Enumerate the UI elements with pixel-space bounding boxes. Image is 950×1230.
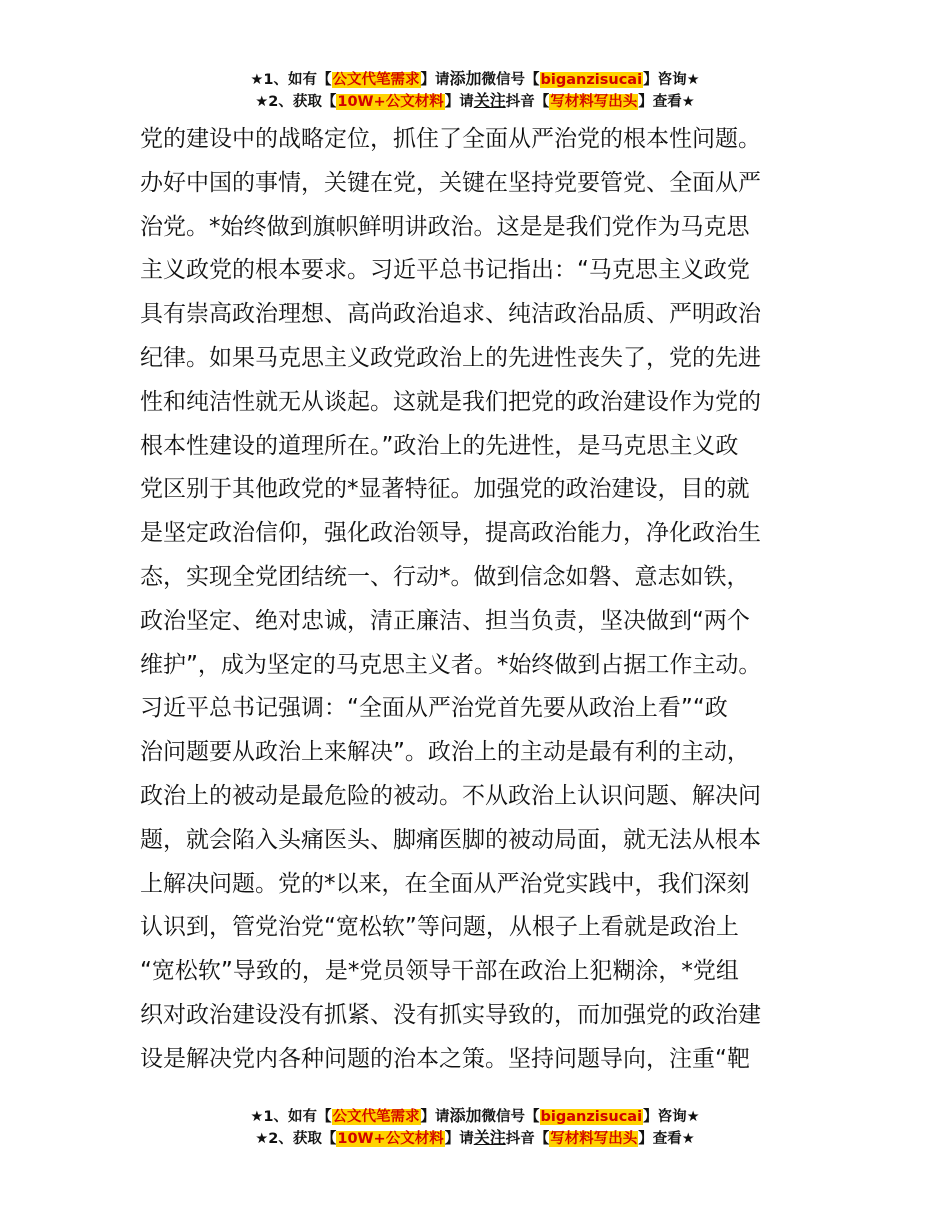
banner-text: 微信号【 [481, 1109, 540, 1125]
body-line: 政治上的被动是最危险的被动。不从政治上认识问题、解决问 [140, 782, 761, 809]
body-line: 纪律。如果马克思主义政党政治上的先进性丧失了，党的先进 [140, 344, 761, 371]
banner-text: 】请 [420, 1109, 450, 1125]
banner-text: 】查看★ [638, 1131, 695, 1147]
banner-text: 微信号【 [481, 72, 540, 88]
banner-text: 】请 [444, 1131, 474, 1147]
footer-banner [0, 1105, 950, 1149]
body-line: 党区别于其他政党的*显著特征。加强党的政治建设，目的就 [140, 476, 750, 503]
body-line: 治党。*始终做到旗帜鲜明讲政治。这是是我们党作为马克思 [140, 213, 750, 240]
body-line: 性和纯洁性就无从谈起。这就是我们把党的政治建设作为党的 [140, 388, 761, 415]
banner-text: 添加 [449, 69, 482, 88]
banner-text: 】请 [444, 94, 474, 110]
body-line: 是坚定政治信仰，强化政治领导，提高政治能力，净化政治生 [140, 520, 761, 547]
banner-text: ★2、获取【 [255, 1131, 337, 1147]
body-line: 主义政党的根本要求。习近平总书记指出：“马克思主义政党 [140, 257, 750, 284]
highlight-materials: 10W+公文材料 [337, 1131, 444, 1147]
banner-text: 】咨询★ [643, 72, 700, 88]
document-body [140, 118, 820, 1082]
banner-text: ★1、如有【 [250, 1109, 332, 1125]
body-line: “宽松软”导致的，是*党员领导干部在政治上犯糊涂，*党组 [140, 958, 739, 985]
banner-text: 添加 [449, 1106, 482, 1125]
banner-text: 关注 [473, 91, 506, 110]
body-line: 治问题要从政治上来解决”。政治上的主动是最有利的主动， [140, 739, 750, 766]
body-line: 题，就会陷入头痛医头、脚痛医脚的被动局面，就无法从根本 [140, 826, 761, 853]
body-line: 上解决问题。党的*以来，在全面从严治党实践中，我们深刻 [140, 870, 750, 897]
banner-text: ★1、如有【 [250, 72, 332, 88]
body-line: 态，实现全党团结统一、行动*。做到信念如磐、意志如铁， [140, 563, 750, 590]
banner-text: 抖音【 [505, 1131, 550, 1147]
banner-text: ★2、获取【 [255, 94, 337, 110]
banner-line-2 [0, 1127, 950, 1149]
highlight-service: 公文代笔需求 [332, 1109, 420, 1125]
banner-line-1 [0, 68, 950, 90]
body-line: 根本性建设的道理所在。”政治上的先进性，是马克思主义政 [140, 432, 739, 459]
body-line: 政治坚定、绝对忠诚，清正廉洁、担当负责，坚决做到“两个 [140, 607, 750, 634]
highlight-douyin: 写材料写出头 [550, 1131, 638, 1147]
body-line: 习近平总书记强调：“全面从严治党首先要从政治上看”“政 [140, 695, 728, 722]
banner-text: 】查看★ [638, 94, 695, 110]
highlight-wechat-id: biganzisucai [540, 1109, 643, 1125]
body-line: 具有崇高政治理想、高尚政治追求、纯洁政治品质、严明政治 [140, 301, 761, 328]
header-banner [0, 68, 950, 112]
banner-line-1 [0, 1105, 950, 1127]
banner-text: 】咨询★ [643, 1109, 700, 1125]
banner-text: 抖音【 [505, 94, 550, 110]
banner-line-2 [0, 90, 950, 112]
highlight-service: 公文代笔需求 [332, 72, 420, 88]
banner-text: 】请 [420, 72, 450, 88]
body-line: 党的建设中的战略定位，抓住了全面从严治党的根本性问题。 [140, 126, 761, 152]
highlight-wechat-id: biganzisucai [540, 72, 643, 88]
highlight-douyin: 写材料写出头 [550, 94, 638, 110]
body-line: 办好中国的事情，关键在党，关键在坚持党要管党、全面从严 [140, 169, 761, 196]
body-line: 织对政治建设没有抓紧、没有抓实导致的，而加强党的政治建 [140, 1001, 761, 1028]
banner-text: 关注 [473, 1128, 506, 1147]
highlight-materials: 10W+公文材料 [337, 94, 444, 110]
body-line: 维护”，成为坚定的马克思主义者。*始终做到占据工作主动。 [140, 651, 762, 678]
body-line: 设是解决党内各种问题的治本之策。坚持问题导向，注重“靶 [140, 1045, 750, 1072]
body-line: 认识到，管党治党“宽松软”等问题，从根子上看就是政治上 [140, 914, 739, 941]
